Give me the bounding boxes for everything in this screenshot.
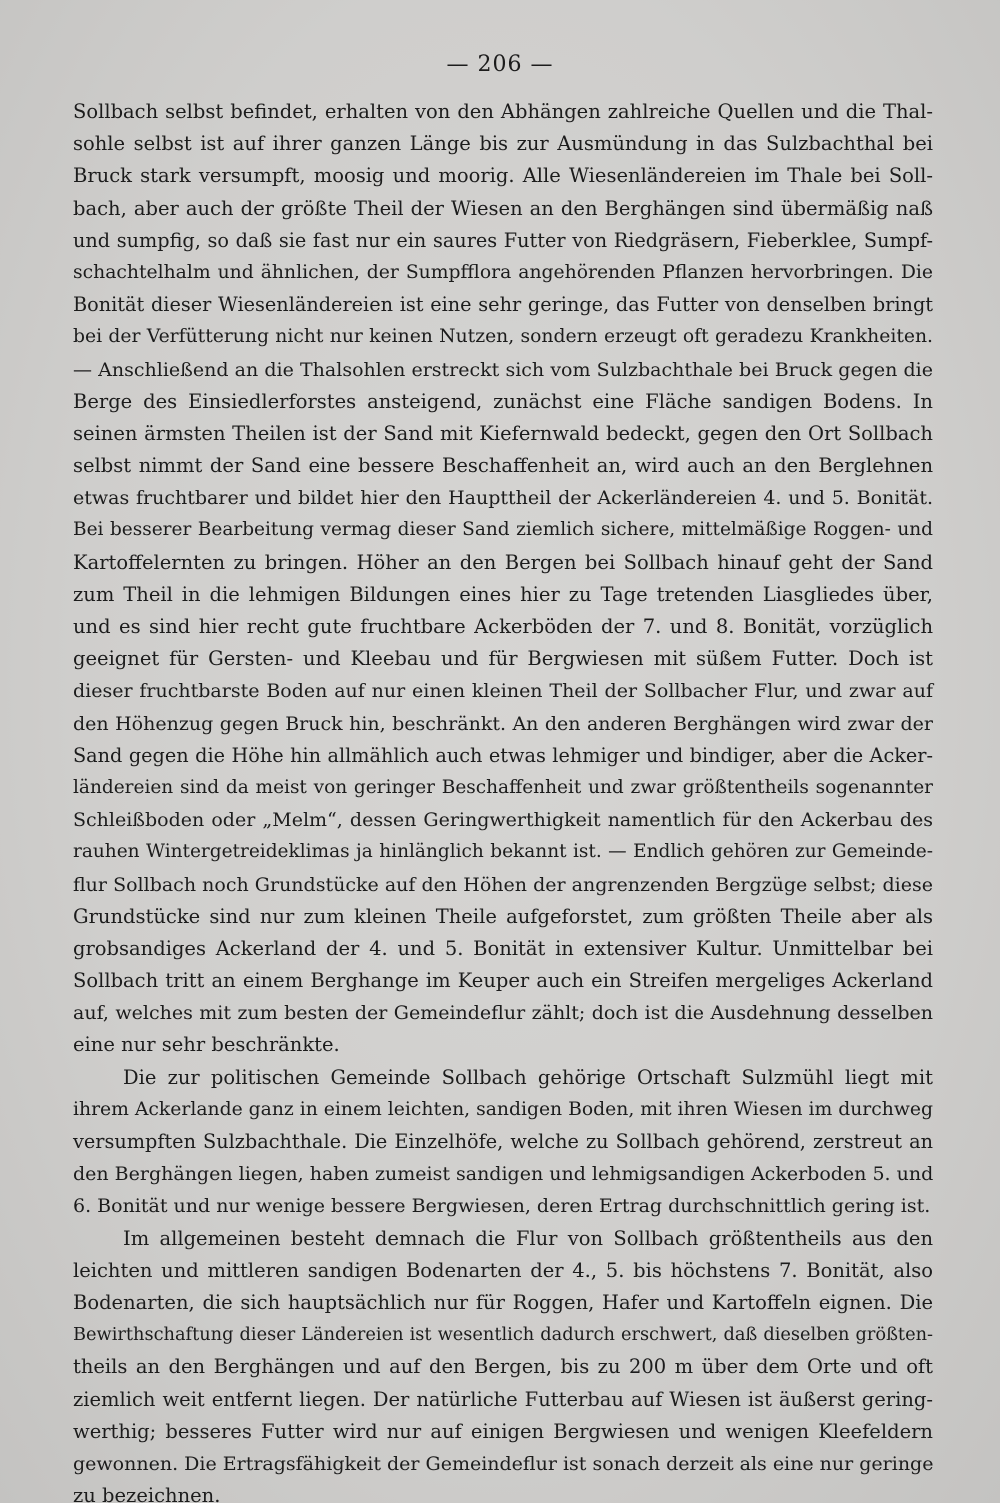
text-line: Bodenarten, die sich hauptsächlich nur für Roggen, Hafer und Kartoffeln eignen. Die [73, 1290, 933, 1314]
text-line: ländereien sind da meist von geringer Beschaffenheit und zwar größtentheils sogenannter [73, 776, 933, 798]
text-line: auf, welches mit zum besten der Gemeindeflur zählt; doch ist die Ausdehnung desselben [73, 1002, 933, 1025]
text-line: — Anschließend an die Thalsohlen erstreckt sich vom Sulzbachthale bei Bruck gegen die [73, 358, 933, 381]
text-line: ihrem Ackerlande ganz in einem leichten, sandigen Boden, mit ihren Wiesen im durchweg [73, 1098, 933, 1120]
text-line: rauhen Wintergetreideklimas ja hinlänglich bekannt ist. — Endlich gehören zur Gemeinde- [73, 841, 933, 863]
text-line: Sand gegen die Höhe hin allmählich auch etwas lehmiger und bindiger, aber die Acker- [73, 743, 933, 767]
text-line: 6. Bonität und nur wenige bessere Bergwiesen, deren Ertrag durchschnittlich gering ist. [73, 1195, 931, 1218]
text-line: und es sind hier recht gute fruchtbare Ackerböden der 7. und 8. Bonität, vorzüglich [73, 615, 933, 638]
text-line: zu bezeichnen. [73, 1484, 221, 1503]
text-line: werthig; besseres Futter wird nur auf einigen Bergwiesen und wenigen Kleefeldern [73, 1419, 933, 1443]
text-line: theils an den Berghängen und auf den Bergen, bis zu 200 m über dem Orte und oft [73, 1355, 933, 1379]
text-line: bei der Verfütterung nicht nur keinen Nutzen, sondern erzeugt oft geradezu Krankheiten. [73, 326, 933, 348]
text-line: den Berghängen liegen, haben zumeist sandigen und lehmigsandigen Ackerboden 5. und [73, 1163, 934, 1186]
text-line: und sumpfig, so daß sie fast nur ein saures Futter von Riedgräsern, Fieberklee, Sumpf- [73, 228, 933, 252]
text-line: Grundstücke sind nur zum kleinen Theile aufgeforstet, zum größten Theile aber als [73, 904, 933, 928]
body-text [73, 96, 933, 1503]
text-line: leichten und mittleren sandigen Bodenarten der 4., 5. bis höchstens 7. Bonität, also [73, 1258, 933, 1282]
text-line: Kartoffelernten zu bringen. Höher an den Bergen bei Sollbach hinauf geht der Sand [73, 550, 933, 574]
text-line: versumpften Sulzbachthale. Die Einzelhöfe, welche zu Sollbach gehörend, zerstreut an [73, 1130, 933, 1153]
text-line: Sollbach tritt an einem Berghange im Keuper auch ein Streifen mergeliges Ackerland [73, 969, 933, 993]
text-line: Bei besserer Bearbeitung vermag dieser Sand ziemlich sichere, mittelmäßige Roggen- und [73, 519, 933, 541]
text-line: eine nur sehr beschränkte. [73, 1033, 340, 1057]
text-line: dieser fruchtbarste Boden auf nur einen kleinen Theil der Sollbacher Flur, und zwar auf [73, 680, 933, 703]
text-line: Bewirthschaftung dieser Ländereien ist wesentlich dadurch erschwert, daß dieselben größten- [73, 1325, 933, 1346]
text-line: Bonität dieser Wiesenländereien ist eine sehr geringe, das Futter von denselben bringt [73, 293, 933, 317]
text-line: geeignet für Gersten- und Kleebau und für Bergwiesen mit süßem Futter. Doch ist [73, 647, 933, 671]
text-line: schachtelhalm und ähnlichen, der Sumpfflora angehörenden Pflanzen hervorbringen. Die [73, 261, 933, 283]
text-line: flur Sollbach noch Grundstücke auf den Höhen der angrenzenden Bergzüge selbst; diese [73, 873, 933, 896]
text-line: grobsandiges Ackerland der 4. und 5. Bonität in extensiver Kultur. Unmittelbar bei [73, 936, 933, 960]
text-line: Berge des Einsiedlerforstes ansteigend, zunächst eine Fläche sandigen Bodens. In [73, 389, 933, 413]
text-line: Bruck stark versumpft, moosig und moorig. Alle Wiesenländereien im Thale bei Soll- [73, 164, 933, 188]
text-line: Die zur politischen Gemeinde Sollbach gehörige Ortschaft Sulzmühl liegt mit [123, 1065, 933, 1089]
text-line: bach, aber auch der größte Theil der Wiesen an den Berghängen sind übermäßig naß [73, 196, 933, 220]
text-line: Im allgemeinen besteht demnach die Flur von Sollbach größtentheils aus den [123, 1226, 933, 1250]
text-line: ziemlich weit entfernt liegen. Der natürliche Futterbau auf Wiesen ist äußerst gering- [73, 1387, 933, 1411]
text-line: seinen ärmsten Theilen ist der Sand mit Kiefernwald bedeckt, gegen den Ort Sollbach [73, 421, 933, 445]
text-line: Schleißboden oder „Melm“, dessen Geringwerthigkeit namentlich für den Ackerbau des [73, 809, 933, 832]
text-line: sohle selbst ist auf ihrer ganzen Länge bis zur Ausmündung in das Sulzbachthal bei [73, 132, 933, 156]
text-line: Sollbach selbst befindet, erhalten von den Abhängen zahlreiche Quellen und die Thal- [73, 100, 933, 123]
page-number: — 206 — [446, 52, 554, 77]
text-line: zum Theil in die lehmigen Bildungen eines hier zu Tage tretenden Liasgliedes über, [73, 582, 933, 606]
text-line: gewonnen. Die Ertragsfähigkeit der Gemeindeflur ist sonach derzeit als eine nur geringe [73, 1452, 934, 1475]
text-line: den Höhenzug gegen Bruck hin, beschränkt. An den anderen Berghängen wird zwar der [73, 712, 933, 735]
text-line: etwas fruchtbarer und bildet hier den Haupttheil der Ackerländereien 4. und 5. Bonität. [73, 487, 933, 510]
text-line: selbst nimmt der Sand eine bessere Beschaffenheit an, wird auch an den Berglehnen [73, 454, 933, 478]
